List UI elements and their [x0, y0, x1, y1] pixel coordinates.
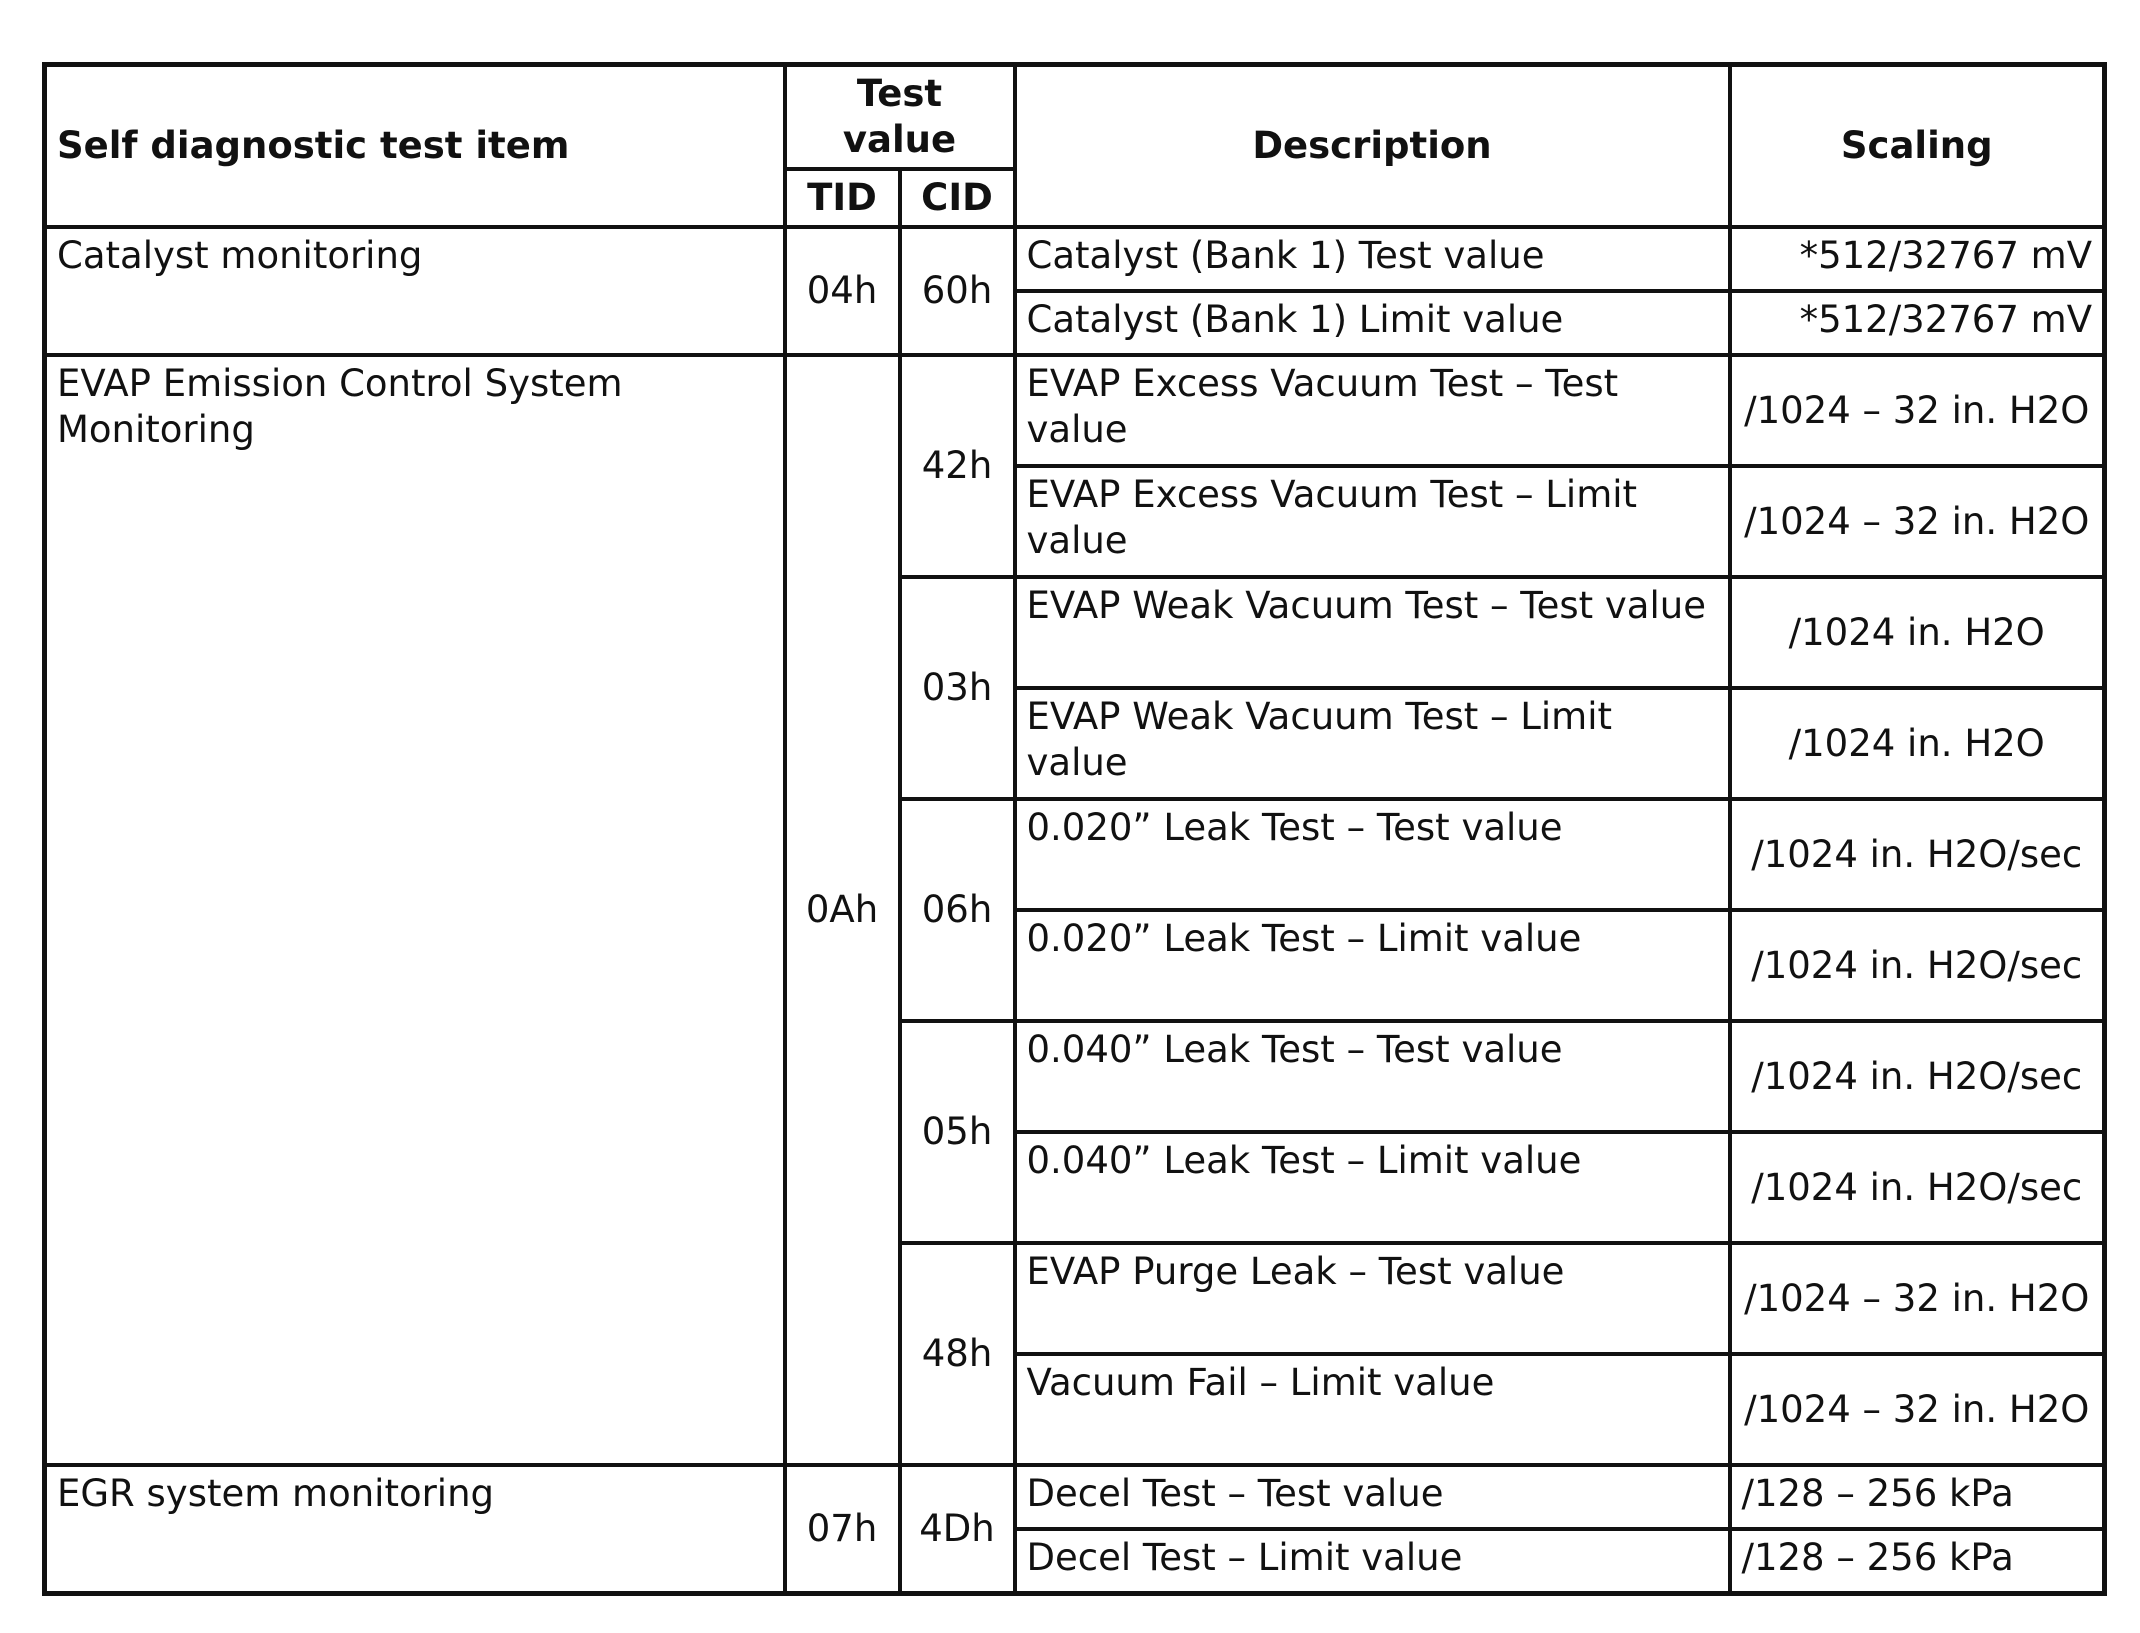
cid-cell: 42h	[900, 355, 1015, 577]
scaling-cell: /1024 in. H2O	[1730, 688, 2105, 799]
description-cell: EVAP Excess Vacuum Test – Test value	[1015, 355, 1730, 466]
description-cell: EVAP Purge Leak – Test value	[1015, 1243, 1730, 1354]
cid-cell: 48h	[900, 1243, 1015, 1465]
tid-cell: 04h	[785, 227, 900, 355]
diagnostic-test-table	[42, 62, 2107, 1596]
scaling-cell: /1024 in. H2O/sec	[1730, 1132, 2105, 1243]
description-cell: 0.040” Leak Test – Limit value	[1015, 1132, 1730, 1243]
scaling-cell: /1024 in. H2O/sec	[1730, 1021, 2105, 1132]
scaling-cell: /128 – 256 kPa	[1730, 1465, 2105, 1529]
cid-cell: 03h	[900, 577, 1015, 799]
description-cell: EVAP Weak Vacuum Test – Limit value	[1015, 688, 1730, 799]
header-scaling: Scaling	[1730, 65, 2105, 228]
scaling-cell: /128 – 256 kPa	[1730, 1529, 2105, 1593]
description-cell: 0.020” Leak Test – Limit value	[1015, 910, 1730, 1021]
test-item-cell: EGR system monitoring	[45, 1465, 785, 1593]
scaling-cell: /1024 – 32 in. H2O	[1730, 1354, 2105, 1465]
description-cell: Vacuum Fail – Limit value	[1015, 1354, 1730, 1465]
cid-cell: 60h	[900, 227, 1015, 355]
scaling-cell: /1024 – 32 in. H2O	[1730, 466, 2105, 577]
description-cell: 0.020” Leak Test – Test value	[1015, 799, 1730, 910]
header-cid: CID	[900, 169, 1015, 227]
description-cell: EVAP Weak Vacuum Test – Test value	[1015, 577, 1730, 688]
test-item-cell: Catalyst monitoring	[45, 227, 785, 355]
table-row	[45, 227, 2105, 291]
scaling-cell: *512/32767 mV	[1730, 227, 2105, 291]
description-cell: Catalyst (Bank 1) Test value	[1015, 227, 1730, 291]
description-cell: Decel Test – Test value	[1015, 1465, 1730, 1529]
description-cell: Catalyst (Bank 1) Limit value	[1015, 291, 1730, 355]
tid-cell: 07h	[785, 1465, 900, 1593]
description-cell: Decel Test – Limit value	[1015, 1529, 1730, 1593]
header-tid: TID	[785, 169, 900, 227]
scaling-cell: *512/32767 mV	[1730, 291, 2105, 355]
header-item: Self diagnostic test item	[45, 65, 785, 228]
scaling-cell: /1024 in. H2O/sec	[1730, 799, 2105, 910]
table-row	[45, 355, 2105, 466]
tid-cell: 0Ah	[785, 355, 900, 1465]
header-test-value: Test value	[785, 65, 1015, 170]
cid-cell: 05h	[900, 1021, 1015, 1243]
scaling-cell: /1024 in. H2O/sec	[1730, 910, 2105, 1021]
scaling-cell: /1024 – 32 in. H2O	[1730, 1243, 2105, 1354]
description-cell: 0.040” Leak Test – Test value	[1015, 1021, 1730, 1132]
cid-cell: 4Dh	[900, 1465, 1015, 1593]
scaling-cell: /1024 in. H2O	[1730, 577, 2105, 688]
header-description: Description	[1015, 65, 1730, 228]
table-row	[45, 1465, 2105, 1529]
cid-cell: 06h	[900, 799, 1015, 1021]
test-item-cell: EVAP Emission Control System Monitoring	[45, 355, 785, 1465]
description-cell: EVAP Excess Vacuum Test – Limit value	[1015, 466, 1730, 577]
scaling-cell: /1024 – 32 in. H2O	[1730, 355, 2105, 466]
